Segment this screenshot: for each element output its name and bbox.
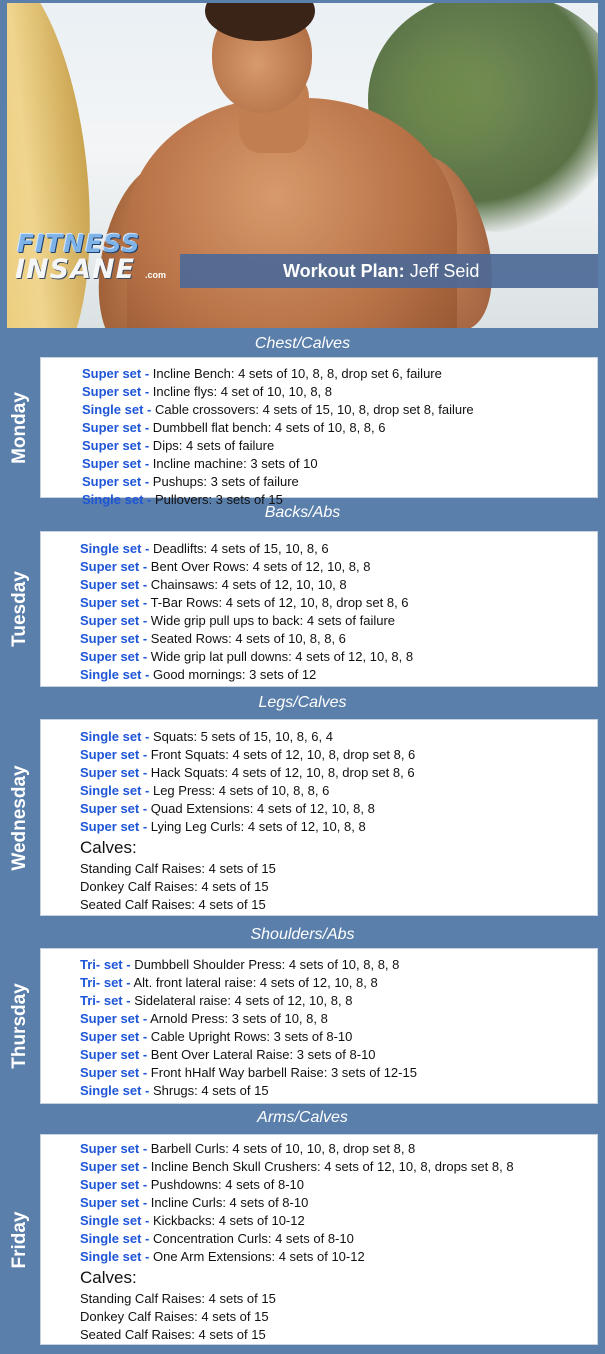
- exercise-row: [80, 1230, 514, 1248]
- exercise-text: Bent Over Rows: 4 sets of 12, 10, 8, 8: [147, 559, 371, 574]
- day-label-wednesday: Wednesday: [9, 764, 30, 871]
- exercise-text: Deadlifts: 4 sets of 15, 10, 8, 6: [149, 541, 329, 556]
- exercise-row: [80, 1176, 514, 1194]
- exercise-text: Seated Rows: 4 sets of 10, 8, 8, 6: [147, 631, 346, 646]
- calves-row: Seated Calf Raises: 4 sets of 15: [80, 1327, 266, 1342]
- exercise-row: [80, 576, 413, 594]
- set-type: Super set -: [80, 747, 148, 762]
- calves-row: Donkey Calf Raises: 4 sets of 15: [80, 1309, 269, 1324]
- exercise-row: [80, 800, 415, 818]
- exercise-list: [80, 956, 417, 1100]
- day-label-friday: Friday: [9, 1210, 30, 1269]
- exercise-row: [82, 473, 474, 491]
- day-label-monday: Monday: [9, 391, 30, 464]
- exercise-text: Incline machine: 3 sets of 10: [149, 456, 318, 471]
- set-type: Super set -: [82, 420, 150, 435]
- exercise-row: [80, 1194, 514, 1212]
- set-type: Super set -: [80, 1177, 148, 1192]
- set-type: Super set -: [80, 1065, 148, 1080]
- set-type: Super set -: [80, 595, 148, 610]
- exercise-text: T-Bar Rows: 4 sets of 12, 10, 8, drop set 8, 6: [147, 595, 409, 610]
- exercise-row: [82, 383, 474, 401]
- exercise-list: [82, 365, 474, 509]
- day-label-tuesday: Tuesday: [9, 571, 30, 647]
- exercise-text: Quad Extensions: 4 sets of 12, 10, 8, 8: [147, 801, 375, 816]
- exercise-text: Kickbacks: 4 sets of 10-12: [149, 1213, 305, 1228]
- exercise-row: [80, 1158, 514, 1176]
- exercise-list: [80, 728, 415, 914]
- set-type: Super set -: [80, 613, 148, 628]
- exercise-text: Barbell Curls: 4 sets of 10, 10, 8, drop set 8, 8: [147, 1141, 416, 1156]
- exercise-panel-thursday: [40, 948, 598, 1104]
- set-type: Single set -: [80, 541, 150, 556]
- exercise-row: [80, 1064, 417, 1082]
- exercise-row: [80, 558, 413, 576]
- exercise-text: Incline Bench Skull Crushers: 4 sets of 12, 10, 8, drops set 8, 8: [147, 1159, 514, 1174]
- exercise-row: [80, 594, 413, 612]
- set-type: Super set -: [80, 1047, 148, 1062]
- title-value: Jeff Seid: [409, 261, 480, 281]
- exercise-row: [80, 666, 413, 684]
- exercise-row: [80, 1082, 417, 1100]
- page-title: [283, 261, 479, 282]
- set-type: Tri- set -: [80, 957, 131, 972]
- logo-top-text: FITNESS: [17, 229, 141, 258]
- title-label: Workout Plan:: [283, 261, 405, 281]
- calves-heading: Calves:: [80, 838, 137, 857]
- exercise-text: Arnold Press: 3 sets of 10, 8, 8: [147, 1011, 328, 1026]
- exercise-text: Cable crossovers: 4 sets of 15, 10, 8, drop set 8, failure: [151, 402, 474, 417]
- set-type: Super set -: [82, 438, 150, 453]
- exercise-row: [80, 648, 413, 666]
- exercise-text: Dumbbell Shoulder Press: 4 sets of 10, 8, 8, 8: [130, 957, 400, 972]
- exercise-row: [80, 974, 417, 992]
- exercise-row: [80, 818, 415, 836]
- set-type: Single set -: [80, 783, 150, 798]
- exercise-text: Cable Upright Rows: 3 sets of 8-10: [147, 1029, 353, 1044]
- logo-suffix: .com: [145, 270, 167, 280]
- set-type: Super set -: [80, 559, 148, 574]
- set-type: Single set -: [80, 1083, 150, 1098]
- exercise-row: [80, 1140, 514, 1158]
- set-type: Single set -: [80, 729, 150, 744]
- exercise-row: [80, 1248, 514, 1266]
- exercise-text: Pushups: 3 sets of failure: [149, 474, 299, 489]
- exercise-panel-wednesday: [40, 719, 598, 916]
- calves-row: Standing Calf Raises: 4 sets of 15: [80, 861, 276, 876]
- exercise-row: [82, 455, 474, 473]
- exercise-text: Bent Over Lateral Raise: 3 sets of 8-10: [147, 1047, 376, 1062]
- section-title-monday: Chest/Calves: [254, 335, 351, 352]
- exercise-text: Incline Curls: 4 sets of 8-10: [147, 1195, 309, 1210]
- exercise-row: [80, 540, 413, 558]
- exercise-row: [82, 419, 474, 437]
- calves-row: Seated Calf Raises: 4 sets of 15: [80, 897, 266, 912]
- exercise-text: Hack Squats: 4 sets of 12, 10, 8, drop set 8, 6: [147, 765, 415, 780]
- exercise-list: [80, 1140, 514, 1344]
- set-type: Super set -: [80, 631, 148, 646]
- exercise-text: Lying Leg Curls: 4 sets of 12, 10, 8, 8: [147, 819, 366, 834]
- exercise-text: Squats: 5 sets of 15, 10, 8, 6, 4: [149, 729, 333, 744]
- set-type: Single set -: [80, 1231, 150, 1246]
- exercise-row: [80, 1028, 417, 1046]
- set-type: Super set -: [80, 649, 148, 664]
- exercise-row: [80, 728, 415, 746]
- exercise-text: Alt. front lateral raise: 4 sets of 12, 10, 8, 8: [130, 975, 378, 990]
- set-type: Super set -: [80, 819, 148, 834]
- exercise-text: Front Squats: 4 sets of 12, 10, 8, drop set 8, 6: [147, 747, 416, 762]
- set-type: Single set -: [80, 667, 150, 682]
- exercise-text: Pushdowns: 4 sets of 8-10: [147, 1177, 304, 1192]
- exercise-row: [80, 956, 417, 974]
- exercise-row: [80, 630, 413, 648]
- set-type: Super set -: [80, 1195, 148, 1210]
- exercise-text: One Arm Extensions: 4 sets of 10-12: [149, 1249, 365, 1264]
- exercise-row: [80, 612, 413, 630]
- title-bar: [180, 254, 598, 288]
- section-title-friday: Arms/Calves: [257, 1109, 348, 1126]
- section-title-thursday: Shoulders/Abs: [250, 926, 355, 943]
- exercise-text: Incline flys: 4 set of 10, 10, 8, 8: [149, 384, 333, 399]
- exercise-panel-tuesday: [40, 531, 598, 687]
- exercise-row: [80, 992, 417, 1010]
- set-type: Tri- set -: [80, 975, 131, 990]
- set-type: Super set -: [82, 366, 150, 381]
- exercise-row: [80, 764, 415, 782]
- exercise-row: [82, 401, 474, 419]
- set-type: Single set -: [80, 1249, 150, 1264]
- set-type: Super set -: [82, 456, 150, 471]
- exercise-row: [80, 746, 415, 764]
- section-title-tuesday: Backs/Abs: [264, 504, 341, 521]
- exercise-list: [80, 540, 413, 684]
- exercise-text: Leg Press: 4 sets of 10, 8, 8, 6: [149, 783, 330, 798]
- set-type: Super set -: [80, 1141, 148, 1156]
- exercise-text: Concentration Curls: 4 sets of 8-10: [149, 1231, 354, 1246]
- exercise-panel-friday: [40, 1134, 598, 1345]
- exercise-text: Good mornings: 3 sets of 12: [149, 667, 317, 682]
- exercise-text: Chainsaws: 4 sets of 12, 10, 10, 8: [147, 577, 347, 592]
- exercise-text: Wide grip lat pull downs: 4 sets of 12, 10, 8, 8: [147, 649, 414, 664]
- exercise-text: Sidelateral raise: 4 sets of 12, 10, 8, 8: [130, 993, 353, 1008]
- calves-row: Standing Calf Raises: 4 sets of 15: [80, 1291, 276, 1306]
- set-type: Tri- set -: [80, 993, 131, 1008]
- set-type: Super set -: [80, 801, 148, 816]
- exercise-panel-monday: [40, 357, 598, 507]
- exercise-text: Pullovers: 3 sets of 15: [151, 492, 283, 507]
- exercise-row: [80, 1212, 514, 1230]
- exercise-row: [80, 1010, 417, 1028]
- day-label-thursday: Thursday: [9, 983, 30, 1069]
- logo-bottom-text: INSANE: [15, 254, 136, 285]
- exercise-text: Front hHalf Way barbell Raise: 3 sets of 12-15: [147, 1065, 417, 1080]
- exercise-text: Dips: 4 sets of failure: [149, 438, 275, 453]
- exercise-text: Wide grip pull ups to back: 4 sets of failure: [147, 613, 396, 628]
- set-type: Single set -: [82, 492, 152, 507]
- set-type: Super set -: [82, 474, 150, 489]
- fitness-insane-logo: [7, 229, 177, 289]
- set-type: Single set -: [80, 1213, 150, 1228]
- set-type: Single set -: [82, 402, 152, 417]
- calves-heading: Calves:: [80, 1268, 137, 1287]
- set-type: Super set -: [80, 577, 148, 592]
- exercise-text: Incline Bench: 4 sets of 10, 8, 8, drop set 6, failure: [149, 366, 442, 381]
- exercise-text: Shrugs: 4 sets of 15: [149, 1083, 269, 1098]
- set-type: Super set -: [80, 1011, 148, 1026]
- set-type: Super set -: [80, 765, 148, 780]
- set-type: Super set -: [80, 1029, 148, 1044]
- set-type: Super set -: [82, 384, 150, 399]
- exercise-row: [80, 782, 415, 800]
- exercise-text: Dumbbell flat bench: 4 sets of 10, 8, 8, 6: [149, 420, 386, 435]
- exercise-row: [82, 437, 474, 455]
- section-title-wednesday: Legs/Calves: [258, 694, 347, 711]
- exercise-row: [80, 1046, 417, 1064]
- calves-row: Donkey Calf Raises: 4 sets of 15: [80, 879, 269, 894]
- set-type: Super set -: [80, 1159, 148, 1174]
- exercise-row: [82, 365, 474, 383]
